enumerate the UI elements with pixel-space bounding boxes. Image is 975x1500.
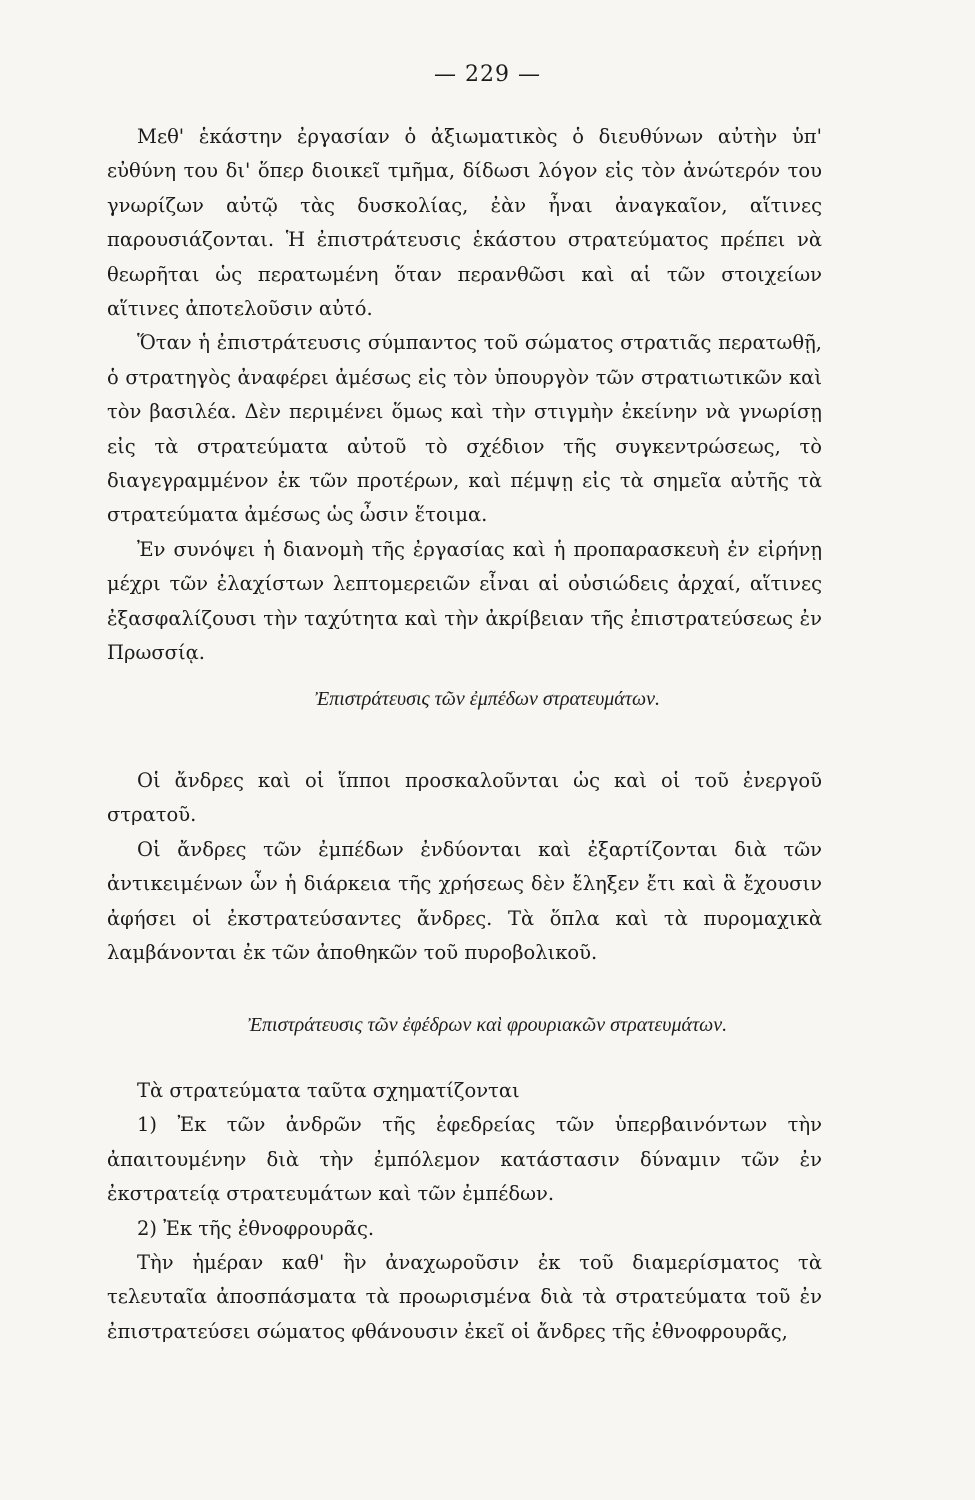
paragraph: Μεθ' ἑκάστην ἐργασίαν ὁ ἀξιωματικὸς ὁ διευθύνων αὐτὴν ὑπ' εὐθύνη του δι' ὅπερ διοικεῖ τμῆμα, δίδωσι λόγον εἰς τὸν ἀνώτερόν του γνωρίζων αὐτῷ τὰς δυσκολίας, ἐὰν ἦναι ἀναγκαῖον, αἵτινες παρουσιάζονται. Ἡ ἐπιστράτευσις ἑκάστου στρατεύματος πρέπει νὰ θεωρῆται ὡς περατωμένη ὅταν περανθῶσι καὶ αἱ τῶν στοιχείων αἵτινες ἀποτελοῦσιν αὐτό. [107, 125, 822, 321]
page-number: — 229 — [434, 62, 541, 87]
paragraph: Οἱ ἄνδρες καὶ οἱ ἵπποι προσκαλοῦνται ὡς καὶ οἱ τοῦ ἐνεργοῦ στρατοῦ. [107, 769, 822, 827]
text-section-2 [107, 764, 822, 970]
paragraph: Ἐν συνόψει ἡ διανομὴ τῆς ἐργασίας καὶ ἡ προπαρασκευὴ ἐν εἰρήνῃ μέχρι τῶν ἐλαχίστων λεπτομερειῶν εἶναι αἱ οὐσιώδεις ἀρχαί, αἵτινες ἐξασφαλίζουσι τὴν ταχύτητα καὶ τὴν ἀκρίβειαν τῆς ἐπιστρατεύσεως ἐν Πρωσσίᾳ. [107, 537, 822, 665]
text-section-3 [107, 1074, 822, 1349]
text-section-1 [107, 120, 822, 671]
paragraph: Ὅταν ἡ ἐπιστράτευσις σύμπαντος τοῦ σώματος στρατιᾶς περατωθῇ, ὁ στρατηγὸς ἀναφέρει ἀμέσως εἰς τὸν ὑπουργὸν τῶν στρατιωτικῶν καὶ τὸν βασιλέα. Δὲν περιμένει ὅμως καὶ τὴν στιγμὴν ἐκείνην νὰ γνωρίσῃ εἰς τὰ στρατεύματα αὐτοῦ τὸ σχέδιον τῆς συγκεντρώσεως, τὸ διαγεγραμμένον ἐκ τῶν προτέρων, καὶ πέμψῃ εἰς τὰ σημεῖα αὐτῆς τὰ στρατεύματα ἀμέσως ὡς ὦσιν ἕτοιμα. [107, 331, 822, 527]
list-item: 1) Ἐκ τῶν ἀνδρῶν τῆς ἐφεδρείας τῶν ὑπερβαινόντων τὴν ἀπαιτουμένην διὰ τὴν ἐμπόλεμον κατάστασιν δύναμιν τῶν ἐν ἐκστρατείᾳ στρατευμάτων καὶ τῶν ἐμπέδων. [107, 1113, 822, 1206]
section-heading-2: Ἐπιστράτευσις τῶν ἐφέδρων καὶ φρουριακῶν στρατευμάτων. [247, 1014, 728, 1036]
paragraph: Τὴν ἡμέραν καθ' ἣν ἀναχωροῦσιν ἐκ τοῦ διαμερίσματος τὰ τελευταῖα ἀποσπάσματα τὰ προωρισμένα διὰ τὰ στρατεύματα τοῦ ἐν ἐπιστρατεύσει σώματος φθάνουσιν ἐκεῖ οἱ ἄνδρες τῆς ἐθνοφρουρᾶς, [107, 1251, 822, 1343]
list-item: 2) Ἐκ τῆς ἐθνοφρουρᾶς. [137, 1216, 375, 1240]
paragraph: Τὰ στρατεύματα ταῦτα σχηματίζονται [137, 1079, 520, 1102]
section-heading-1: Ἐπιστράτευσις τῶν ἐμπέδων στρατευμάτων. [315, 688, 660, 710]
paragraph: Οἱ ἄνδρες τῶν ἐμπέδων ἐνδύονται καὶ ἐξαρτίζονται διὰ τῶν ἀντικειμένων ὧν ἡ διάρκεια τῆς χρήσεως δὲν ἔληξεν ἔτι καὶ ἃ ἔχουσιν ἀφήσει οἱ ἐκστρατεύσαντες ἄνδρες. Τὰ ὅπλα καὶ τὰ πυρομαχικὰ λαμβάνονται ἐκ τῶν ἀποθηκῶν τοῦ πυροβολικοῦ. [107, 837, 822, 965]
